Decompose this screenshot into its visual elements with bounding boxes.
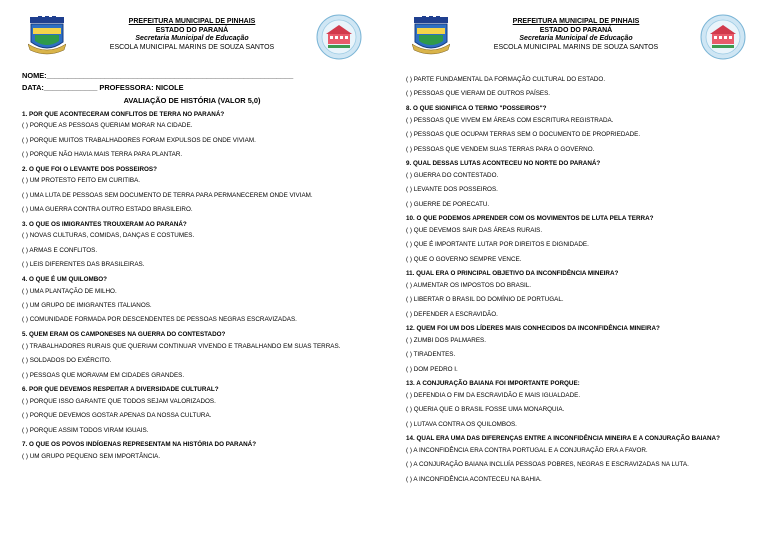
question-text: 4. O QUE É UM QUILOMBO? <box>22 275 108 283</box>
answer-option[interactable]: ( ) QUE O GOVERNO SEMPRE VENCE. <box>406 255 522 263</box>
question-text: 3. O QUE OS IMIGRANTES TROUXERAM AO PARANÁ? <box>22 220 187 228</box>
question-text: 1. POR QUE ACONTECERAM CONFLITOS DE TERRA NO PARANÁ? <box>22 110 225 118</box>
answer-option[interactable]: ( ) UMA PLANTAÇÃO DE MILHO. <box>22 287 117 295</box>
answer-option[interactable]: ( ) ZUMBI DOS PALMARES. <box>406 336 487 344</box>
answer-option[interactable]: ( ) PORQUE MUITOS TRABALHADORES FORAM EXPULSOS DE ONDE VIVIAM. <box>22 136 256 144</box>
answer-option[interactable]: ( ) QUE DEVEMOS SAIR DAS ÁREAS RURAIS. <box>406 226 543 234</box>
answer-option[interactable]: ( ) PORQUE DEVEMOS GOSTAR APENAS DA NOSSA CULTURA. <box>22 412 212 420</box>
header-text <box>466 18 686 52</box>
question-14 <box>406 435 746 483</box>
header-escola: ESCOLA MUNICIPAL MARINS DE SOUZA SANTOS <box>493 43 659 51</box>
answer-option[interactable]: ( ) ARMAS E CONFLITOS. <box>22 246 98 254</box>
question-text: 7. O QUE OS POVOS INDÍGENAS REPRESENTAM NA HISTÓRIA DO PARANÁ? <box>22 441 257 449</box>
answer-option[interactable]: ( ) UM PROTESTO FEITO EM CURITIBA. <box>22 177 141 185</box>
answer-option[interactable]: ( ) GUERRE DE PORECATU. <box>406 200 490 208</box>
exam-title: AVALIAÇÃO DE HISTÓRIA (VALOR 5,0) <box>123 96 261 106</box>
answer-option[interactable]: ( ) GUERRA DO CONTESTADO. <box>406 171 499 179</box>
answer-option[interactable]: ( ) QUE É IMPORTANTE LUTAR POR DIREITOS E DIGNIDADE. <box>406 241 589 249</box>
question-text: 10. O QUE PODEMOS APRENDER COM OS MOVIMENTOS DE LUTA PELA TERRA? <box>406 215 654 223</box>
page-header <box>406 14 746 62</box>
question-2 <box>22 166 362 214</box>
question-8 <box>406 105 746 153</box>
answer-option[interactable]: ( ) PORQUE ISSO GARANTE QUE TODOS SEJAM VALORIZADOS. <box>22 397 216 405</box>
question-7 <box>22 441 362 460</box>
answer-option[interactable]: ( ) QUERIA QUE O BRASIL FOSSE UMA MONARQUIA. <box>406 406 565 414</box>
question-4 <box>22 276 362 324</box>
answer-option[interactable]: ( ) TRABALHADORES RURAIS QUE QUERIAM CONTINUAR VIVENDO E TRABALHANDO EM SUAS TERRAS. <box>22 342 341 350</box>
answer-option[interactable]: ( ) PESSOAS QUE VIERAM DE OUTROS PAÍSES. <box>406 90 551 98</box>
answer-option[interactable]: ( ) DEFENDER A ESCRAVIDÃO. <box>406 310 498 318</box>
right-content <box>406 76 746 490</box>
question-text: 6. POR QUE DEVEMOS RESPEITAR A DIVERSIDADE CULTURAL? <box>22 386 219 394</box>
question-9 <box>406 160 746 208</box>
answer-option[interactable]: ( ) PORQUE NÃO HAVIA MAIS TERRA PARA PLANTAR. <box>22 151 183 159</box>
question-3 <box>22 221 362 269</box>
answer-option[interactable]: ( ) A CONJURAÇÃO BAIANA INCLUÍA PESSOAS POBRES, NEGRAS E ESCRAVIZADAS NA LUTA. <box>406 461 689 469</box>
answer-option[interactable]: ( ) UM GRUPO DE IMIGRANTES ITALIANOS. <box>22 302 152 309</box>
question-text: 5. QUEM ERAM OS CAMPONESES NA GUERRA DO CONTESTADO? <box>22 330 226 338</box>
header-text <box>82 18 302 52</box>
question-13 <box>406 380 746 428</box>
answer-option[interactable]: ( ) UM GRUPO PEQUENO SEM IMPORTÂNCIA. <box>22 452 161 460</box>
answer-option[interactable]: ( ) NOVAS CULTURAS, COMIDAS, DANÇAS E COSTUMES. <box>22 232 195 240</box>
question-5 <box>22 331 362 379</box>
left-content <box>22 72 362 467</box>
date-teacher-line <box>22 84 362 92</box>
answer-option[interactable]: ( ) LEVANTE DOS POSSEIROS. <box>406 186 498 194</box>
page-header <box>22 14 362 62</box>
teacher-label: PROFESSORA: NICOLE <box>99 82 184 92</box>
question-text: 12. QUEM FOI UM DOS LÍDERES MAIS CONHECIDOS DA INCONFIDÊNCIA MINEIRA? <box>406 325 660 333</box>
question-11 <box>406 270 746 318</box>
question-6 <box>22 386 362 434</box>
header-prefeitura: PREFEITURA MUNICIPAL DE PINHAIS <box>128 18 256 25</box>
answer-option[interactable]: ( ) PORQUE ASSIM TODOS VIRAM IGUAIS. <box>22 426 149 434</box>
city-crest-icon <box>412 16 450 56</box>
answer-option[interactable]: ( ) PARTE FUNDAMENTAL DA FORMAÇÃO CULTURAL DO ESTADO. <box>406 76 606 83</box>
question-text: 8. O QUE SIGNIFICA O TERMO "POSSEIROS"? <box>406 104 547 112</box>
question-text: 9. QUAL DESSAS LUTAS ACONTECEU NO NORTE DO PARANÁ? <box>406 160 601 168</box>
answer-option[interactable]: ( ) COMUNIDADE FORMADA POR DESCENDENTES DE PESSOAS NEGRAS ESCRAVIZADAS. <box>22 316 297 324</box>
answer-option[interactable]: ( ) TIRADENTES. <box>406 351 456 359</box>
right-page <box>384 0 768 543</box>
answer-option[interactable]: ( ) PESSOAS QUE VENDEM SUAS TERRAS PARA O GOVERNO. <box>406 145 595 153</box>
answer-option[interactable]: ( ) PESSOAS QUE VIVEM EM ÁREAS COM ESCRITURA REGISTRADA. <box>406 116 614 124</box>
header-escola: ESCOLA MUNICIPAL MARINS DE SOUZA SANTOS <box>109 43 275 51</box>
name-field[interactable]: NOME:____________________________________________________________ <box>22 71 294 80</box>
answer-option[interactable]: ( ) SOLDADOS DO EXÉRCITO. <box>22 357 112 365</box>
answer-option[interactable]: ( ) AUMENTAR OS IMPOSTOS DO BRASIL. <box>406 281 532 289</box>
school-seal-icon <box>700 14 746 60</box>
question-1 <box>22 111 362 159</box>
question-text: 2. O QUE FOI O LEVANTE DOS POSSEIROS? <box>22 165 157 173</box>
header-estado: ESTADO DO PARANÁ <box>539 26 613 34</box>
answer-option[interactable]: ( ) DOM PEDRO I. <box>406 365 458 373</box>
question-text: 13. A CONJURAÇÃO BAIANA FOI IMPORTANTE PORQUE: <box>406 380 580 388</box>
answer-option[interactable]: ( ) PESSOAS QUE MORAVAM EM CIDADES GRANDES. <box>22 371 185 379</box>
header-prefeitura: PREFEITURA MUNICIPAL DE PINHAIS <box>512 18 640 25</box>
answer-option[interactable]: ( ) PORQUE AS PESSOAS QUERIAM MORAR NA CIDADE. <box>22 122 193 130</box>
city-crest-icon <box>28 16 66 56</box>
header-secretaria: Secretaria Municipal de Educação <box>135 35 249 43</box>
answer-option[interactable]: ( ) A INCONFIDÊNCIA ERA CONTRA PORTUGAL E A CONJURAÇÃO ERA A FAVOR. <box>406 446 648 454</box>
answer-option[interactable]: ( ) DEFENDIA O FIM DA ESCRAVIDÃO E MAIS IGUALDADE. <box>406 391 581 399</box>
question-10 <box>406 215 746 263</box>
date-field[interactable]: DATA:_____________ <box>22 82 98 92</box>
answer-option[interactable]: ( ) LEIS DIFERENTES DAS BRASILEIRAS. <box>22 261 145 269</box>
header-estado: ESTADO DO PARANÁ <box>155 26 229 34</box>
school-seal-icon <box>316 14 362 60</box>
header-secretaria: Secretaria Municipal de Educação <box>519 35 633 43</box>
question-12 <box>406 325 746 373</box>
answer-option[interactable]: ( ) LIBERTAR O BRASIL DO DOMÍNIO DE PORTUGAL. <box>406 296 564 304</box>
question-text: 14. QUAL ERA UMA DAS DIFERENÇAS ENTRE A INCONFIDÊNCIA MINEIRA E A CONJURAÇÃO BAIANA? <box>406 435 720 443</box>
answer-option[interactable]: ( ) LUTAVA CONTRA OS QUILOMBOS. <box>406 420 517 428</box>
question-text: 11. QUAL ERA O PRINCIPAL OBJETIVO DA INCONFIDÊNCIA MINEIRA? <box>406 270 619 278</box>
answer-option[interactable]: ( ) A INCONFIDÊNCIA ACONTECEU NA BAHIA. <box>406 475 542 483</box>
answer-option[interactable]: ( ) UMA LUTA DE PESSOAS SEM DOCUMENTO DE TERRA PARA PERMANECEREM ONDE VIVIAM. <box>22 191 313 199</box>
answer-option[interactable]: ( ) PESSOAS QUE OCUPAM TERRAS SEM O DOCUMENTO DE PROPRIEDADE. <box>406 131 641 139</box>
answer-option[interactable]: ( ) UMA GUERRA CONTRA OUTRO ESTADO BRASILEIRO. <box>22 206 193 214</box>
